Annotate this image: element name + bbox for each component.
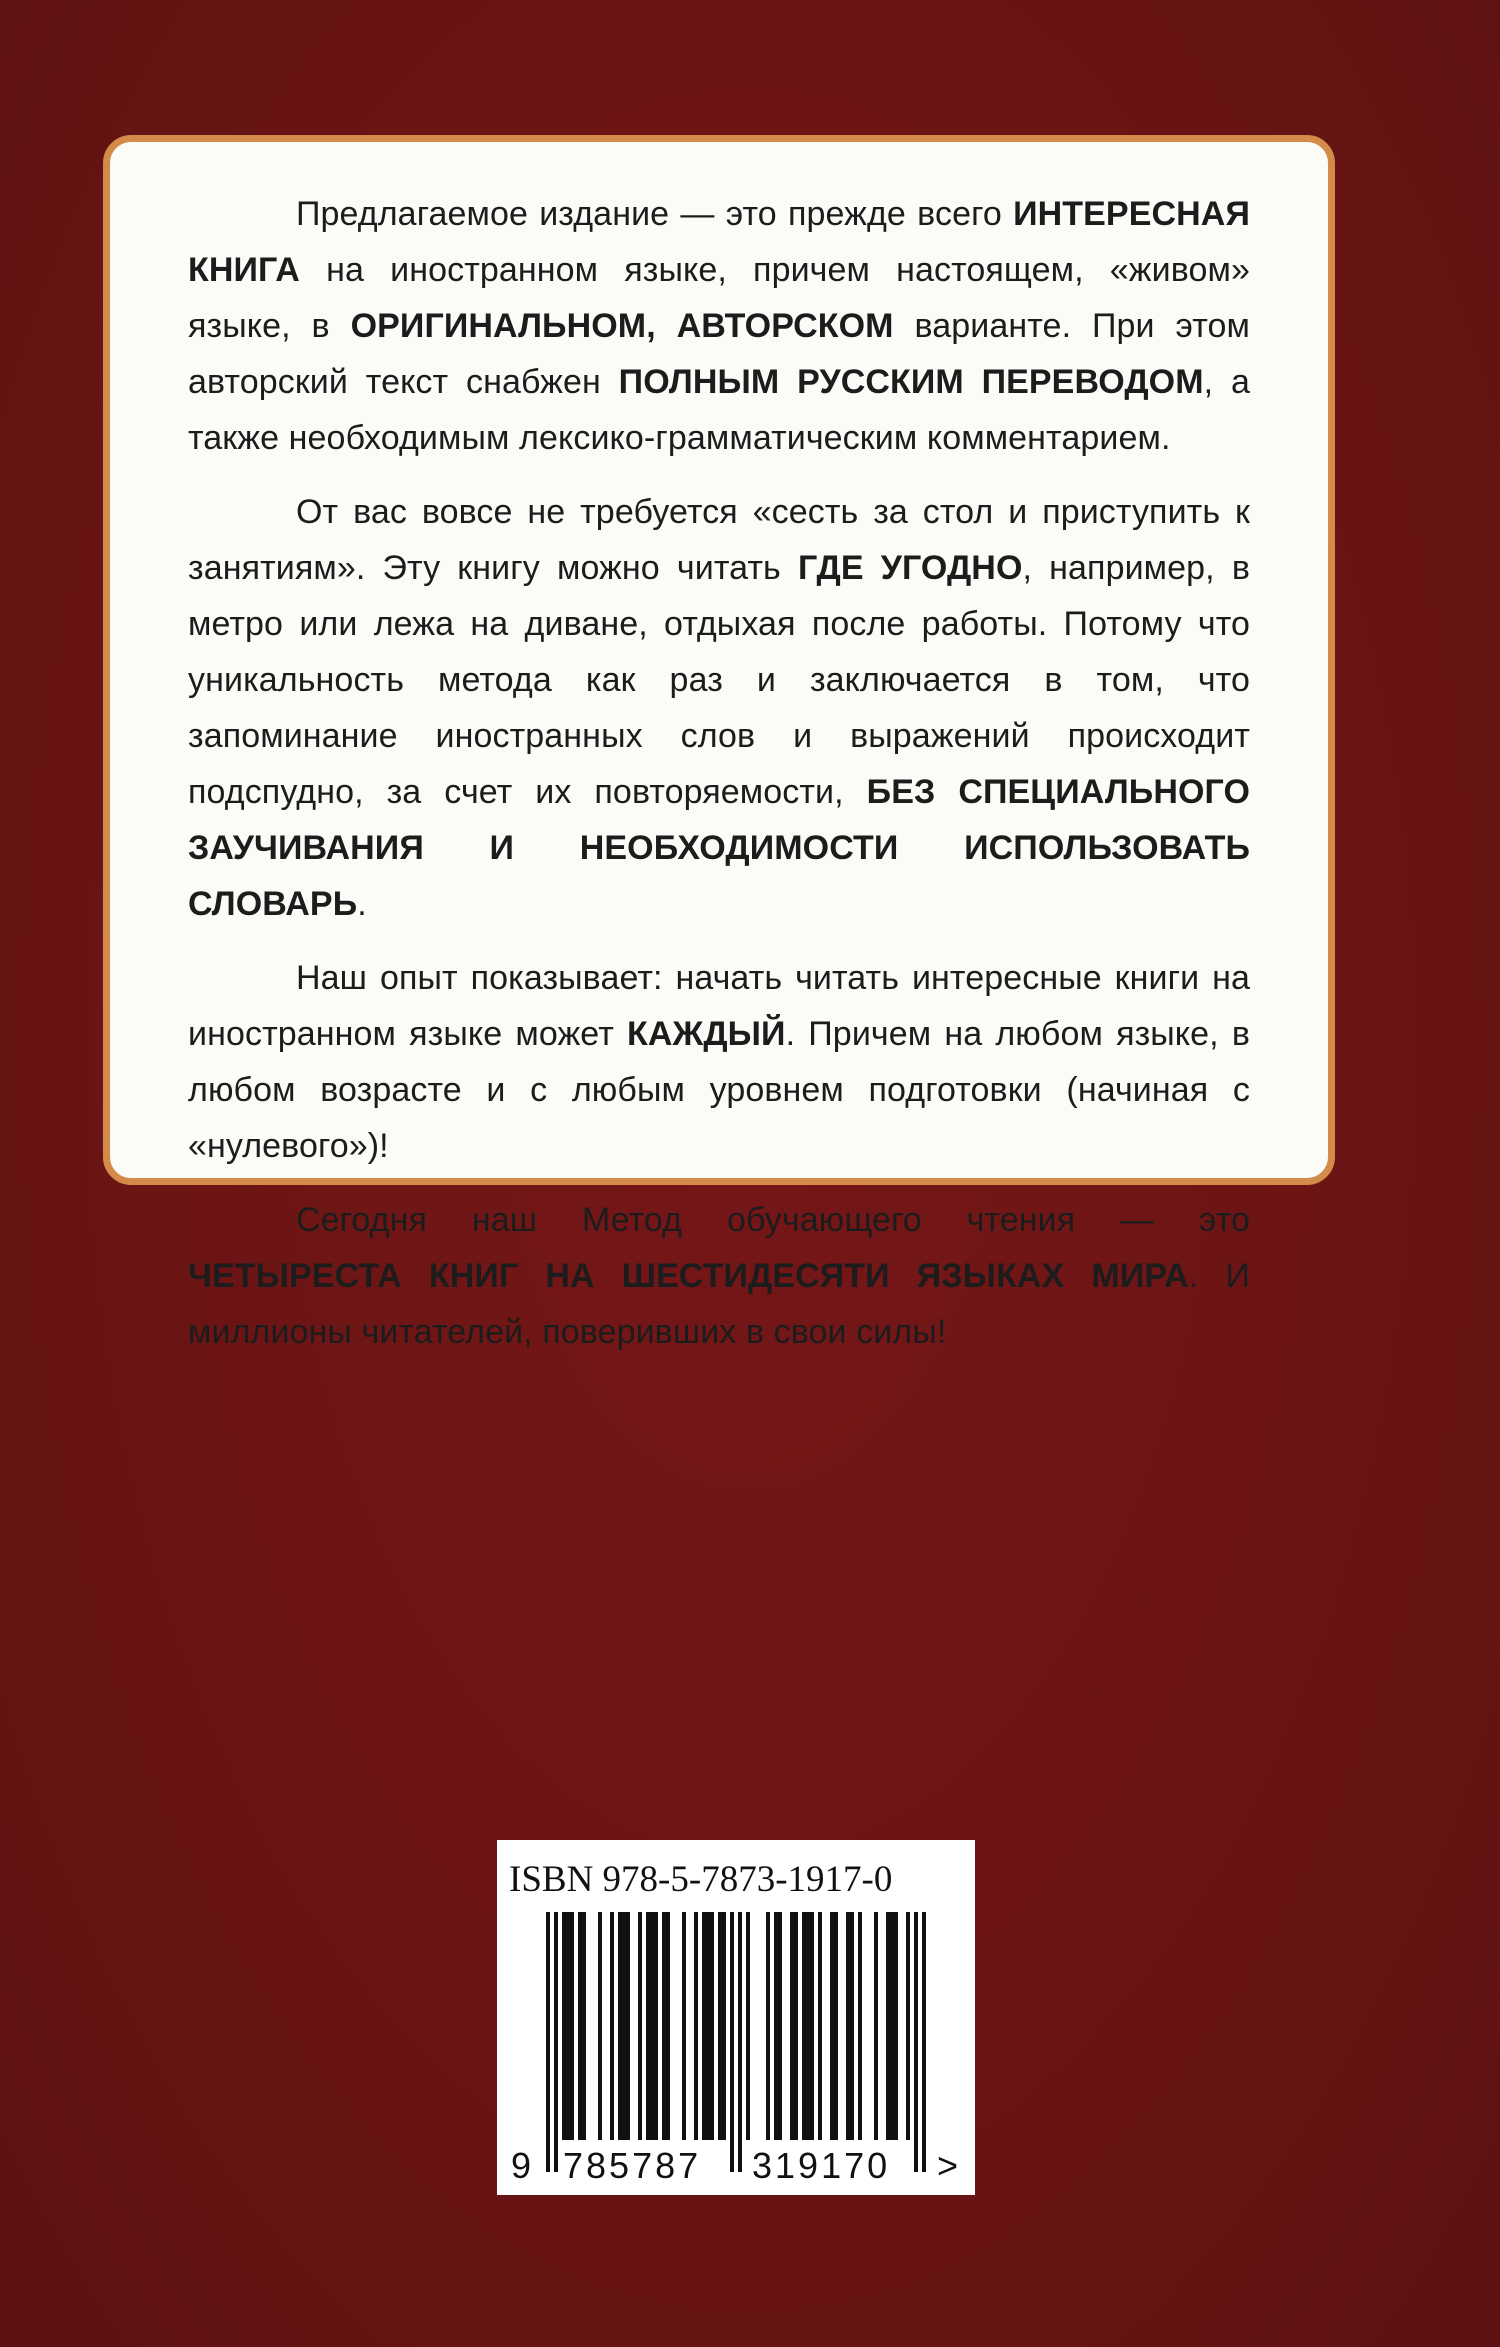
barcode-bar — [886, 1912, 890, 2140]
p1-bold-2: ОРИГИНАЛЬНОМ, АВТОРСКОМ — [350, 307, 894, 345]
p1-bold-3: ПОЛНЫМ РУССКИМ ПЕРЕВОДОМ — [618, 363, 1204, 401]
p2-text-1: От вас вовсе не требуется «сесть за стол и приступить к занятиям». Эту книгу можно читать — [188, 493, 1250, 587]
barcode-bar — [666, 1912, 670, 2140]
p2-bold-2: БЕЗ СПЕЦИАЛЬНОГО ЗАУЧИВАНИЯ И НЕОБХОДИМОСТИ ИСПОЛЬЗОВАТЬ СЛОВАРЬ — [188, 773, 1250, 923]
barcode-bar — [830, 1912, 834, 2140]
barcode-bar — [818, 1912, 822, 2140]
barcode-bar — [710, 1912, 714, 2140]
p1-text-2: на иностранном языке, причем настоящем, «живом» языке, в — [188, 251, 1250, 345]
barcode-left-digits: 785787 — [563, 2145, 702, 2186]
isbn-number: ISBN 978-5-7873-1917-0 — [509, 1859, 893, 1900]
paragraph-2 — [188, 484, 1250, 932]
barcode-bar — [858, 1912, 862, 2140]
barcode-bar — [846, 1912, 850, 2140]
barcode-bar — [682, 1912, 686, 2140]
barcode-bar — [546, 1912, 550, 2172]
barcode-bar — [730, 1912, 734, 2172]
barcode-bar — [578, 1912, 582, 2140]
barcode-bar — [778, 1912, 782, 2140]
barcode-bar — [626, 1912, 630, 2140]
barcode-bar — [834, 1912, 838, 2140]
barcode-bar — [622, 1912, 626, 2140]
isbn-barcode-label — [497, 1840, 975, 2195]
barcode-bar — [906, 1912, 910, 2140]
barcode-bar — [794, 1912, 798, 2140]
barcode-bar — [702, 1912, 706, 2140]
barcode-bar — [570, 1912, 574, 2140]
barcode-bar — [746, 1912, 750, 2140]
p1-text-4: , а также необходимым лексико-грамматическим комментарием. — [188, 363, 1250, 457]
barcode-bar — [650, 1912, 654, 2140]
barcode-bar — [766, 1912, 770, 2140]
barcode-bar — [890, 1912, 894, 2140]
barcode-right-digits: 319170 — [752, 2145, 891, 2186]
barcode-bar — [806, 1912, 810, 2140]
barcode-bar — [562, 1912, 566, 2140]
p2-bold-1: ГДЕ УГОДНО — [797, 549, 1023, 587]
p3-text-2: . Причем на любом языке, в любом возрасте и с любым уровнем подготовки (начиная с «нулевого»)! — [188, 1015, 1251, 1165]
p3-text-1: Наш опыт показывает: начать читать интересные книги на иностранном языке может — [188, 959, 1250, 1053]
p1-text-3: варианте. При этом авторский текст снабжен — [188, 307, 1250, 401]
barcode-bar — [598, 1912, 602, 2140]
p4-text-1: Сегодня наш Метод обучающего чтения — это — [296, 1201, 1250, 1239]
paragraph-3 — [188, 950, 1250, 1174]
barcode-bar — [582, 1912, 586, 2140]
p4-bold-1: ЧЕТЫРЕСТА КНИГ НА ШЕСТИДЕСЯТИ ЯЗЫКАХ МИРА — [188, 1257, 1189, 1295]
barcode-bar — [810, 1912, 814, 2140]
barcode-quiet-zone-arrow: > — [937, 2145, 959, 2186]
paragraph-4 — [188, 1192, 1250, 1360]
barcode-bar — [894, 1912, 898, 2140]
barcode-bar — [802, 1912, 806, 2140]
barcode-bar — [662, 1912, 666, 2140]
barcode-bar — [618, 1912, 622, 2140]
p3-bold-1: КАЖДЫЙ — [627, 1015, 786, 1053]
barcode-bar — [694, 1912, 698, 2140]
barcode-bar — [610, 1912, 614, 2140]
p1-bold-1: ИНТЕРЕСНАЯ КНИГА — [188, 195, 1250, 289]
barcode-bar — [646, 1912, 650, 2140]
barcode-bar — [774, 1912, 778, 2140]
barcode-bar — [718, 1912, 722, 2140]
p2-text-2: , например, в метро или лежа на диване, отдыхая после работы. Потому что уникальность метода как раз и заключается в том, что запоминание иностранных слов и выражений происходит подспудно, за счет их повторяемости, — [188, 549, 1250, 811]
barcode-bar — [914, 1912, 918, 2172]
barcode-bar — [566, 1912, 570, 2140]
barcode-bar — [874, 1912, 878, 2140]
barcode-bar — [554, 1912, 558, 2172]
p4-text-2: . И миллионы читателей, поверивших в свои силы! — [188, 1257, 1250, 1351]
p1-text-1: Предлагаемое издание — это прежде всего — [296, 195, 1014, 233]
barcode-bar — [790, 1912, 794, 2140]
barcode-bar — [850, 1912, 854, 2140]
p2-text-3: . — [357, 885, 367, 923]
barcode-lead-digit: 9 — [511, 2145, 532, 2186]
barcode-bar — [706, 1912, 710, 2140]
barcode-bar — [738, 1912, 742, 2172]
barcode-bar — [922, 1912, 926, 2172]
barcode-bar — [638, 1912, 642, 2140]
paragraph-1 — [188, 186, 1250, 466]
barcode-bar — [722, 1912, 726, 2140]
description-panel — [103, 135, 1335, 1351]
barcode-bar — [654, 1912, 658, 2140]
